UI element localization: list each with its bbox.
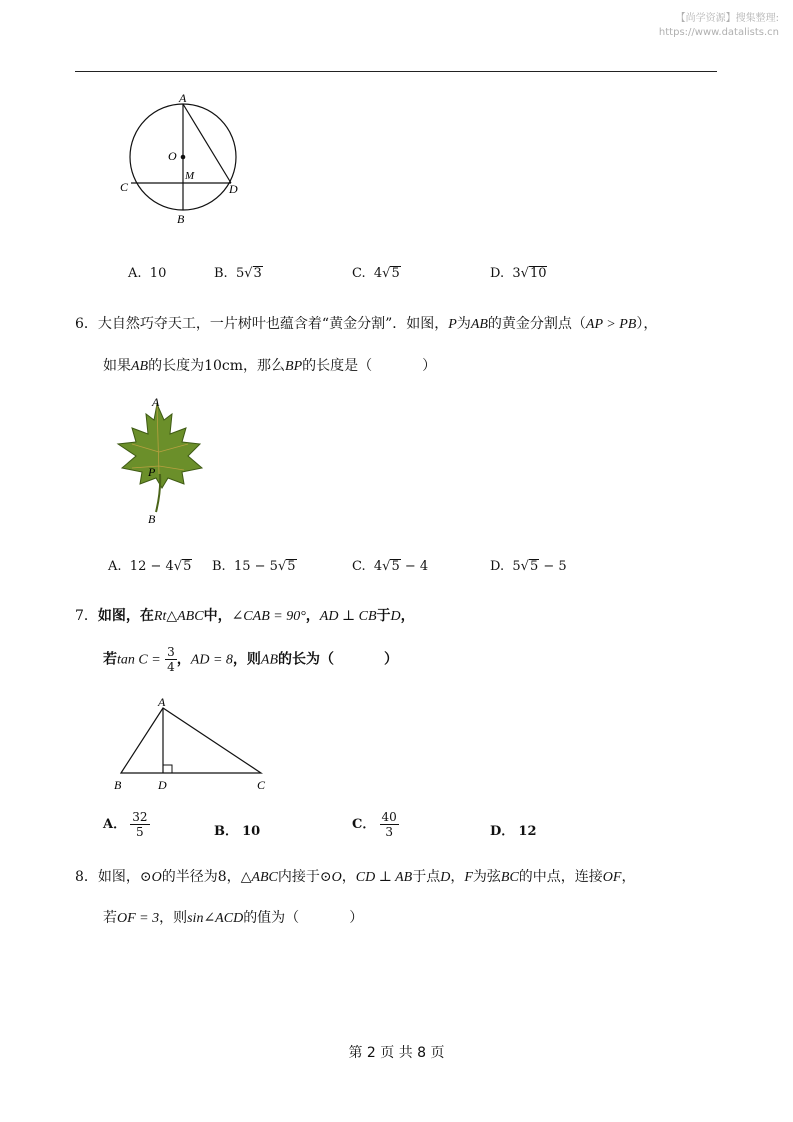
label-a: A	[152, 395, 160, 409]
q8-line2: 若OF = 3，则sin∠ACD的值为（ ）	[103, 910, 364, 926]
watermark-line1: 【尚学资源】搜集整理:	[675, 13, 779, 24]
label-a: A	[158, 695, 166, 709]
label-p: P	[148, 465, 156, 479]
q7-option-a[interactable]: A． $\frac{32}{5}$	[103, 810, 148, 839]
label-m: M	[185, 170, 195, 182]
page-footer: 第 2 页 共 8 页	[348, 1045, 445, 1061]
label-o: O	[168, 149, 177, 163]
q5-option-d[interactable]: D. 3√10	[490, 266, 547, 281]
q7-option-b[interactable]: B． 10	[214, 824, 261, 839]
label-b: B	[148, 512, 156, 526]
label-c: C	[257, 778, 266, 792]
label-d: D	[229, 182, 238, 196]
header-rule	[75, 71, 717, 72]
label-a: A	[179, 91, 187, 105]
q6-line1: 6．大自然巧夺天工，一片树叶也蕴含着“黄金分割”．如图，P为AB的黄金分割点（AP > PB），	[75, 316, 658, 332]
label-b: B	[177, 212, 185, 226]
label-d: D	[158, 778, 167, 792]
q7-triangle-figure	[108, 694, 278, 794]
q5-option-b[interactable]: B. 5√3	[214, 266, 262, 281]
q6-option-a[interactable]: A. 12 − 4√5	[108, 559, 192, 574]
label-b: B	[114, 778, 122, 792]
q6-option-b[interactable]: B. 15 − 5√5	[212, 559, 296, 574]
q7-line1: 7．如图，在Rt△ABC中，∠CAB = 90°，AD ⊥ CB于D，	[75, 608, 415, 624]
right-angle-mark	[163, 765, 172, 773]
q8-line1: 8．如图，⊙O的半径为8，△ABC内接于⊙O，CD ⊥ AB于点D，F为弦BC的中点，连接OF，	[75, 869, 636, 885]
watermark-url: https://www.datalists.cn	[658, 27, 779, 38]
q5-option-c[interactable]: C. 4√5	[352, 266, 400, 281]
center-point	[181, 155, 186, 160]
q6-option-c[interactable]: C. 4√5 − 4	[352, 559, 429, 574]
label-c: C	[120, 180, 129, 194]
triangle-abc	[121, 708, 261, 773]
q7-option-d[interactable]: D． 12	[490, 824, 537, 839]
q5-circle-figure	[112, 88, 262, 230]
watermark	[659, 12, 779, 40]
q5-option-a[interactable]: A. 10	[128, 266, 167, 281]
q6-line2: 如果AB的长度为10cm，那么BP的长度是（ ）	[103, 358, 437, 374]
q6-leaf-figure	[112, 392, 212, 527]
q6-option-d[interactable]: D. 5√5 − 5	[490, 559, 567, 574]
tan-fraction: $\frac{3}{4}$	[167, 645, 175, 674]
q7-option-c[interactable]: C． $\frac{40}{3}$	[352, 810, 397, 839]
q7-line2: 若tan C = $\frac{3}{4}$ ，AD = 8，则AB的长为（ ）	[103, 645, 398, 674]
